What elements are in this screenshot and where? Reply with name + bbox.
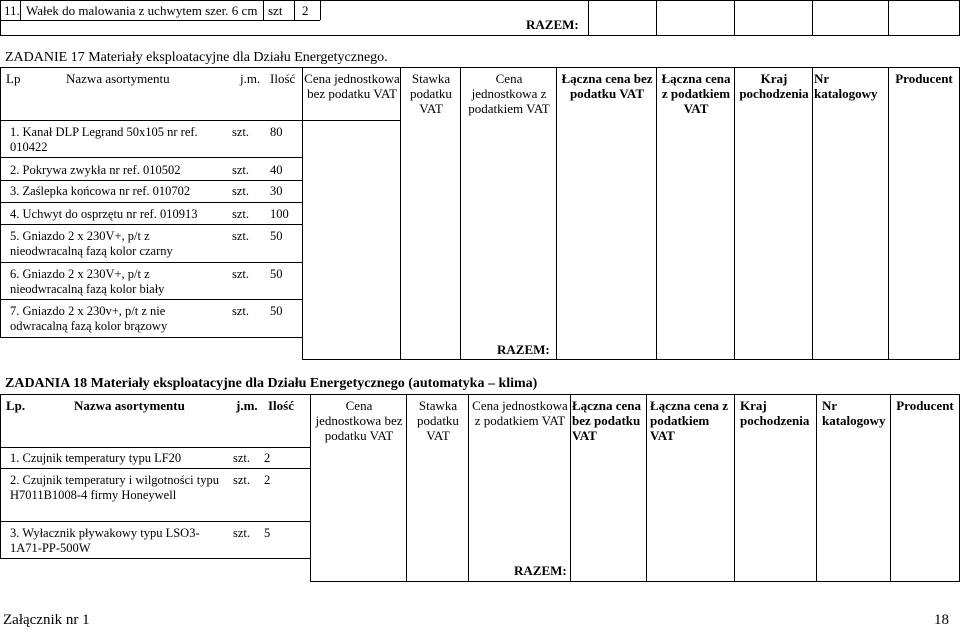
z17-item-5-unit: szt. [232,229,250,243]
z17-item-5-qty: 50 [270,229,283,243]
z18-header-country: Kraj pochodzenia [740,398,810,428]
item11-unit: szt [268,3,283,18]
z17-razem-label: RAZEM: [497,342,550,357]
z17-item-6-qty: 50 [270,267,283,281]
item11-name: Wałek do malowania z uchwytem szer. 6 cm [26,3,258,18]
z18-title: ZADANIA 18 Materiały eksploatacyjne dla Działu Energetycznego (automatyka – klima) [5,376,538,391]
z18-header-catalog: Nr katalogowy [822,398,886,428]
z17-item-5-name: 5. Gniazdo 2 x 230V+, p/t z nieodwracalną fazą kolor czarny [10,229,173,258]
z17-item-4-name: 4. Uchwyt do osprzętu nr ref. 010913 [10,207,198,221]
footer-attachment-label: Załącznik nr 1 [3,612,90,628]
z17-header-total-gross: Łączna cena z podatkiem VAT [661,71,731,116]
z17-header-total-net: Łączna cena bez podatku VAT [561,71,653,101]
z18-header-rate: Stawka podatku VAT [417,398,459,443]
z18-header-total-net: Łączna cena bez podatku VAT [572,398,641,443]
z17-header-unit-net: Cena jednostkowa bez podatku VAT [304,71,400,101]
z17-header-rate: Stawka podatku VAT [410,71,452,116]
z18-item-3-qty: 5 [264,526,271,540]
z17-item-1-name: 1. Kanał DLP Legrand 50x105 nr ref. 010422 [10,125,198,154]
z17-item-7-qty: 50 [270,304,283,318]
z17-item-7-name: 7. Gniazdo 2 x 230v+, p/t z nie odwracalną fazą kolor brązowy [10,304,168,333]
z18-item-1-unit: szt. [233,451,251,465]
z18-item-2-name: 2. Czujnik temperatury i wilgotności typu H7011B1008-4 firmy Honeywell [10,473,219,502]
item11-qty: 2 [302,3,309,18]
z17-title: ZADANIE 17 Materiały eksploatacyjne dla Działu Energetycznego. [5,50,388,65]
z17-item-7-unit: szt. [232,304,250,318]
z18-item-3-name: 3. Wyłacznik pływakowy typu LSO3-1A71-PP-500W [10,526,200,555]
z17-item-1-qty: 80 [270,125,283,139]
z18-header-name: Nazwa asortymentu [74,398,185,413]
z17-header-producer: Producent [895,71,953,86]
z18-header-producer: Producent [896,398,954,413]
z18-header-total-gross: Łączna cena z podatkiem VAT [650,398,728,443]
z17-header-name: Nazwa asortymentu [66,71,170,86]
z18-razem-label: RAZEM: [514,563,567,578]
z17-header-unit-gross: Cena jednostkowa z podatkiem VAT [468,71,550,116]
item11-razem: RAZEM: [526,17,579,32]
z17-item-1-unit: szt. [232,125,250,139]
z18-item-2-unit: szt. [233,473,251,487]
z17-header-qty: Ilość [270,71,296,86]
z17-header-country: Kraj pochodzenia [739,71,809,101]
z17-item-4-unit: szt. [232,207,250,221]
z18-header-jm: j.m. [236,398,258,413]
z18-header-unit-net: Cena jednostkowa bez podatku VAT [315,398,403,443]
z17-item-6-name: 6. Gniazdo 2 x 230V+, p/t z nieodwracalną fazą kolor biały [10,267,165,296]
z18-item-1-name: 1. Czujnik temperatury typu LF20 [10,451,182,465]
z17-item-3-unit: szt. [232,184,250,198]
z17-item-2-unit: szt. [232,163,250,177]
z18-header-unit-gross: Cena jednostkowa z podatkiem VAT [472,398,568,428]
z17-header-catalog: Nr katalogowy [814,71,878,101]
z17-item-4-qty: 100 [270,207,289,221]
z17-header-jm: j.m. [240,71,261,86]
z17-item-6-unit: szt. [232,267,250,281]
z18-header-lp: Lp. [6,398,26,413]
z18-item-2-qty: 2 [264,473,271,487]
z18-item-3-unit: szt. [233,526,251,540]
z17-item-3-name: 3. Zaślepka końcowa nr ref. 010702 [10,184,191,198]
z18-header-qty: Ilość [268,398,294,413]
z17-header-lp: Lp [6,71,21,86]
footer-page-number: 18 [934,612,949,628]
item11-number: 11. [4,3,20,18]
z17-item-2-qty: 40 [270,163,283,177]
z17-item-3-qty: 30 [270,184,283,198]
z18-item-1-qty: 2 [264,451,271,465]
z17-item-2-name: 2. Pokrywa zwykła nr ref. 010502 [10,163,181,177]
